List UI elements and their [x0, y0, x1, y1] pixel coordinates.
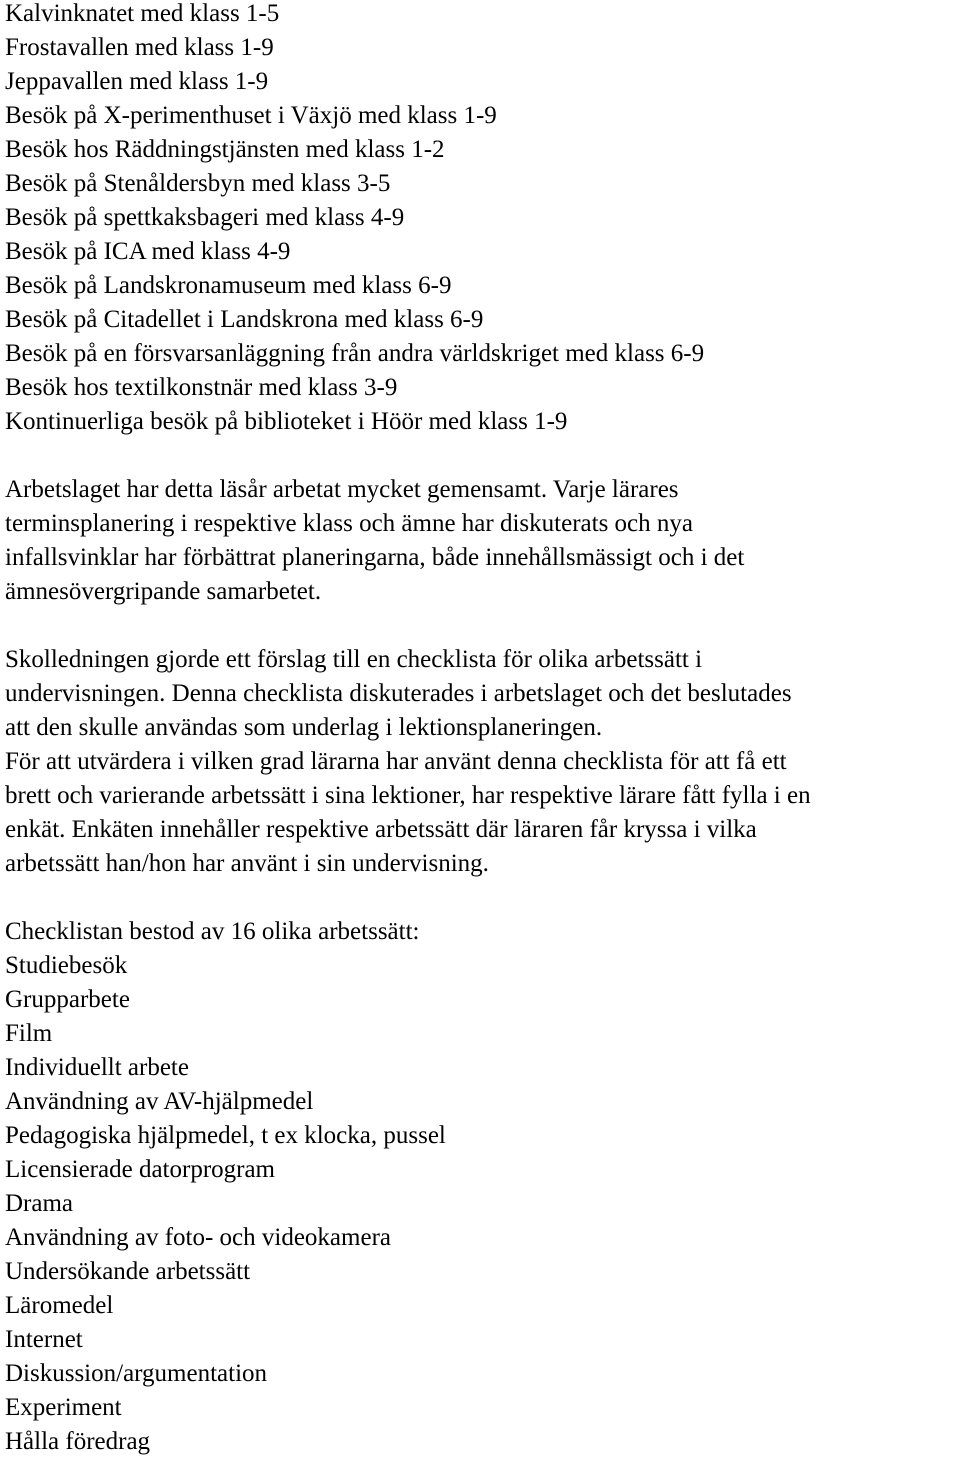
paragraph-line: Arbetslaget har detta läsår arbetat mycket gemensamt. Varje lärares — [5, 476, 679, 503]
paragraph-line: ämnesövergripande samarbetet. — [5, 578, 322, 605]
visit-item: Besök på X-perimenthuset i Växjö med klass 1-9 — [5, 102, 497, 129]
checklist-item: Läromedel — [5, 1292, 114, 1319]
checklist-item: Pedagogiska hjälpmedel, t ex klocka, pussel — [5, 1122, 446, 1149]
visit-item: Besök på en försvarsanläggning från andra världskriget med klass 6-9 — [5, 340, 705, 367]
checklist-item: Användning av foto- och videokamera — [5, 1224, 391, 1251]
visit-list — [5, 0, 960, 439]
checklist-item: Drama — [5, 1190, 74, 1217]
paragraph-line: Skolledningen gjorde ett förslag till en checklista för olika arbetssätt i — [5, 646, 703, 673]
visit-item: Besök på Stenåldersbyn med klass 3-5 — [5, 170, 391, 197]
document-page — [5, 0, 960, 1459]
checklist — [5, 915, 960, 1459]
checklist-item: Experiment — [5, 1394, 122, 1421]
paragraph-line: arbetssätt han/hon har använt i sin undervisning. — [5, 850, 489, 877]
checklist-item: Diskussion/argumentation — [5, 1360, 268, 1387]
visit-item: Kontinuerliga besök på biblioteket i Höör med klass 1-9 — [5, 408, 568, 435]
paragraph-checklist-evaluation — [5, 643, 960, 881]
paragraph-line: infallsvinklar har förbättrat planeringarna, både innehållsmässigt och i det — [5, 544, 745, 571]
paragraph-line: undervisningen. Denna checklista diskuterades i arbetslaget och det beslutades — [5, 680, 792, 707]
checklist-item: Internet — [5, 1326, 83, 1353]
spacer — [5, 609, 960, 643]
visit-item: Jeppavallen med klass 1-9 — [5, 68, 269, 95]
paragraph-line: terminsplanering i respektive klass och ämne har diskuterats och nya — [5, 510, 693, 537]
visit-item: Besök på Landskronamuseum med klass 6-9 — [5, 272, 452, 299]
checklist-item: Film — [5, 1020, 53, 1047]
paragraph-teamwork — [5, 473, 960, 609]
visit-item: Besök på ICA med klass 4-9 — [5, 238, 291, 265]
spacer — [5, 881, 960, 915]
paragraph-line: För att utvärdera i vilken grad lärarna har använt denna checklista för att få ett — [5, 748, 787, 775]
checklist-item: Studiebesök — [5, 952, 128, 979]
checklist-heading: Checklistan bestod av 16 olika arbetssätt: — [5, 918, 420, 945]
paragraph-line: enkät. Enkäten innehåller respektive arbetssätt där läraren får kryssa i vilka — [5, 816, 757, 843]
visit-item: Besök hos Räddningstjänsten med klass 1-2 — [5, 136, 445, 163]
checklist-item: Licensierade datorprogram — [5, 1156, 276, 1183]
visit-item: Frostavallen med klass 1-9 — [5, 34, 274, 61]
visit-item: Besök på spettkaksbageri med klass 4-9 — [5, 204, 405, 231]
checklist-item: Hålla föredrag — [5, 1428, 151, 1455]
spacer — [5, 439, 960, 473]
checklist-item: Undersökande arbetssätt — [5, 1258, 251, 1285]
visit-item: Besök hos textilkonstnär med klass 3-9 — [5, 374, 398, 401]
checklist-item: Grupparbete — [5, 986, 130, 1013]
paragraph-line: brett och varierande arbetssätt i sina lektioner, har respektive lärare fått fylla i en — [5, 782, 811, 809]
visit-item: Kalvinknatet med klass 1-5 — [5, 0, 280, 27]
visit-item: Besök på Citadellet i Landskrona med klass 6-9 — [5, 306, 484, 333]
paragraph-line: att den skulle användas som underlag i lektionsplaneringen. — [5, 714, 603, 741]
checklist-item: Användning av AV-hjälpmedel — [5, 1088, 314, 1115]
checklist-item: Individuellt arbete — [5, 1054, 189, 1081]
